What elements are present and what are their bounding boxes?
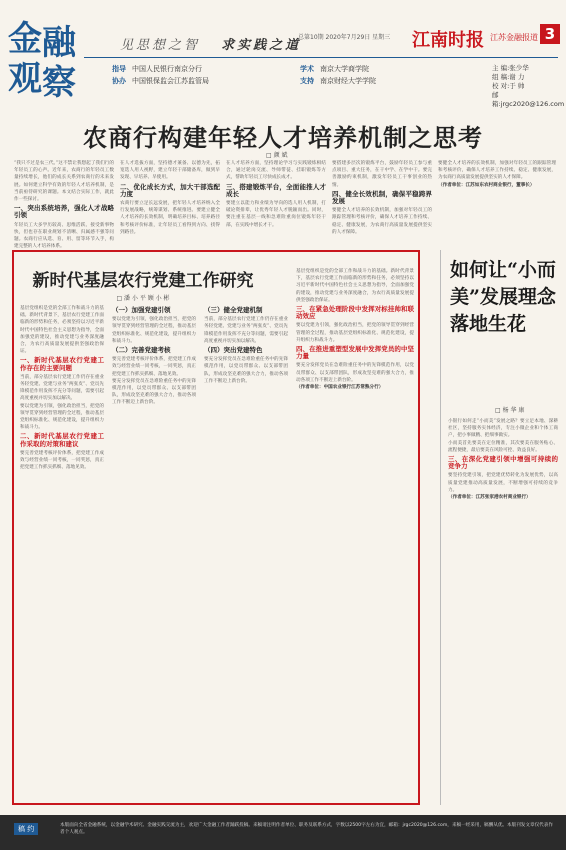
box-subheading: 二、新时代基层农行党建工作采取的对策和建议 bbox=[20, 432, 104, 448]
paper-subtitle: 江苏金融报道 bbox=[490, 33, 538, 42]
lead-column-4 bbox=[332, 160, 432, 246]
lead-byline: □ 颜 斌 bbox=[266, 152, 288, 159]
brand-char-4: 察 bbox=[42, 63, 76, 103]
box-subheading: （一）加强党建引领 bbox=[112, 306, 171, 314]
academic-value: 南京大学商学院 bbox=[320, 65, 369, 73]
lead-paragraph: 年轻员工大多学历较高、思维活跃、接受新事物快，但也存在职业规划不清晰、归属感不强等问题。农商行应从选、育、用、留等环节入手，构建完整的人才培养体系。 bbox=[14, 222, 114, 250]
box-column-1 bbox=[20, 305, 104, 799]
box-subheading: （二）完善党建考核 bbox=[112, 346, 171, 355]
editor-line: 组 稿:谢 力 bbox=[492, 73, 525, 81]
section-brand bbox=[8, 19, 78, 107]
support-value: 南京财经大学学院 bbox=[320, 77, 376, 85]
lead-paragraph: 农商行要立足长远发展，把年轻人才培养纳入全行发展战略，统筹谋划、系统推进。要建立健全人才培养的长效机制，明确培养目标、培养路径和考核评价标准，让年轻员工看得到方向、找得到路径。 bbox=[120, 201, 220, 235]
box-column-4 bbox=[296, 268, 414, 799]
footer-text: 本版面向全省金融系统，以金融学术研究、金融实践交流为主，欢迎广大金融工作者踊跃投稿。来稿请注明作者单位、职务及联系方式，字数以2500字左右为宜，邮箱：jrgc2020@126.com，来稿一经采用，稿酬从优。本版刊发文章仅代表作者个人观点。 bbox=[60, 823, 553, 835]
box-subheading: 三、在紧急处理阶段中发挥对标挂帅和联动效应 bbox=[296, 305, 414, 321]
box-column-3 bbox=[204, 305, 288, 799]
box-subheading: 一、新时代基层农行党建工作存在的主要问题 bbox=[20, 356, 104, 372]
box-paragraph: 要以党建为引领，强化政治担当，把党的领导贯穿到经营管理的全过程，推动基层党组织标准化、规范化建设，提升组织力和战斗力。 bbox=[112, 317, 196, 344]
org-assist bbox=[112, 76, 209, 87]
feature-byline: □ 杨 华 康 bbox=[495, 407, 525, 414]
lead-paragraph: 在人才选拔方面，坚持德才兼备、以德为先，拓宽选人用人视野，建立年轻干部储备库，做到早发现、早培养、早使用。 bbox=[120, 161, 220, 181]
guide-label: 指导 bbox=[112, 65, 126, 73]
brand-char-1: 金 bbox=[8, 19, 42, 59]
assist-value: 中国银保监会江苏监管局 bbox=[132, 77, 209, 85]
boxed-article-title: 新时代基层农行党建工作研究 bbox=[32, 271, 254, 291]
column-divider bbox=[440, 250, 441, 805]
org-academic bbox=[300, 64, 369, 75]
box-subheading: （四）突出党建特色 bbox=[204, 346, 263, 355]
lead-subheading: 一、突出系统培养，强化人才战略引领 bbox=[14, 204, 114, 220]
feature-title: 如何让“小而美”发展理念落地生花 bbox=[450, 259, 556, 335]
box-paragraph: 当前，部分基层农行党建工作仍存在重业务轻党建、党建与业务“两张皮”、党员先锋模范作用发挥不充分等问题，需要引起高度重视并切实加以解决。 bbox=[20, 374, 104, 402]
academic-label: 学术 bbox=[300, 65, 314, 73]
box-paragraph: 当前，部分基层农行党建工作仍存在重业务轻党建、党建与业务“两张皮”、党员先锋模范作用发挥不充分等问题，需要引起高度重视并切实加以解决。 bbox=[204, 317, 288, 344]
lead-paragraph: “我只不过是农三代。”这不禁让我想起了我们行的年轻员工的心声。近年来，农商行的年轻员工数量持续增长，他们的成长关系到农商行的未来发展。如何建立科学有效的年轻人才培养机制，是当前亟待研究的课题。本文结合实际工作，就此作一些探讨。 bbox=[14, 161, 114, 203]
box-footnote: （作者单位：中国农业银行江苏常熟分行） bbox=[296, 385, 384, 391]
box-subheading: （三）健全党建机制 bbox=[204, 306, 263, 314]
editor-line: 校 对:于 帅 bbox=[492, 82, 525, 90]
footer-label: 稿 约 bbox=[14, 823, 38, 835]
feature-paragraph: 小而美首先要美在定位精准，其次要美在服务贴心、流程便捷，最后要美在风险可控、效益良好。 bbox=[448, 440, 558, 453]
slogan-left: 见思想之智 bbox=[120, 38, 201, 53]
box-paragraph: 基层党组织是党的全部工作和战斗力的基础。新时代背景下，基层农行党建工作面临新的形势和任务，必须坚持以习近平新时代中国特色社会主义思想为指导，全面加强党的建设，推动党建与业务深度融合，为农行高质量发展提供坚强政治保证。 bbox=[20, 306, 104, 355]
box-paragraph: 要充分发挥党员在急难险重任务中的先锋模范作用，以党员带群众、以支部带团队，形成攻坚克难的强大合力，推动各项工作不断迈上新台阶。 bbox=[296, 363, 414, 383]
feature-footnote: （作者单位：江苏张家港农村商业银行） bbox=[448, 495, 531, 501]
box-column-2 bbox=[112, 305, 196, 799]
paper-logo: 江南时报 bbox=[412, 30, 484, 51]
lead-subheading: 二、优化成长方式，加大干部选配力度 bbox=[120, 182, 220, 198]
editor-line: 主 编:张少华 bbox=[492, 64, 529, 72]
issue-info: 总第10期 2020年7月29日 星期三 bbox=[298, 34, 391, 41]
box-paragraph: 要以党建为引领，强化政治担当，把党的领导贯穿到经营管理的全过程，推动基层党组织标准化、规范化建设，提升组织力和战斗力。 bbox=[296, 323, 414, 343]
lead-footnote: （作者单位：江苏如东农村商业银行，董事长） bbox=[438, 182, 535, 188]
guide-value: 中国人民银行南京分行 bbox=[132, 65, 202, 73]
brand-char-2: 融 bbox=[42, 23, 76, 63]
masthead-divider bbox=[84, 57, 558, 58]
lead-column-1 bbox=[14, 160, 114, 250]
lead-paragraph: 在人才培养方面，坚持理论学习与实践锻炼相结合，通过轮岗交流、导师带徒、挂职锻炼等方式，帮助年轻员工尽快成长成才。 bbox=[226, 161, 326, 181]
box-paragraph: 要完善党建考核评价体系，把党建工作成效与经营业绩一同考核，一同奖惩，真正把党建工作抓实抓细、落地见效。 bbox=[112, 357, 196, 377]
box-paragraph: 要充分发挥党员在急难险重任务中的先锋模范作用，以党员带群众、以支部带团队，形成攻坚克难的强大合力，推动各项工作不断迈上新台阶。 bbox=[204, 357, 288, 384]
slogan bbox=[120, 34, 301, 53]
lead-column-2 bbox=[120, 160, 220, 246]
lead-paragraph: 要建立以能力和业绩为导向的选人用人机制，打破论资排辈，让优秀年轻人才脱颖而出。同时，要注重在基层一线和急难险重岗位锻炼年轻干部，在实践中增长才干。 bbox=[226, 201, 326, 228]
page-number: 3 bbox=[540, 24, 560, 44]
slogan-right: 求实践之道 bbox=[221, 38, 302, 53]
lead-subheading: 四、健全长效机制，确保平稳跨界发展 bbox=[332, 189, 432, 206]
org-guide bbox=[112, 64, 202, 75]
lead-paragraph: 要健全人才培养的长效机制，加强对年轻员工的跟踪管理和考核评价，确保人才培养工作持续、稳定、健康发展，为农商行高质量发展提供坚实的人才保障。 bbox=[332, 208, 432, 235]
lead-headline: 农商行构建年轻人才培养机制之思考 bbox=[83, 123, 483, 152]
feature-column bbox=[448, 418, 558, 808]
support-label: 支持 bbox=[300, 77, 314, 85]
box-paragraph: 要充分发挥党员在急难险重任务中的先锋模范作用，以党员带群众、以支部带团队，形成攻坚克难的强大合力，推动各项工作不断迈上新台阶。 bbox=[112, 378, 196, 406]
editor-line: 邮 箱:jrgc2020@126.com bbox=[492, 91, 565, 108]
box-paragraph: 要以党建为引领，强化政治担当，把党的领导贯穿到经营管理的全过程，推动基层党组织标准化、规范化建设，提升组织力和战斗力。 bbox=[20, 403, 104, 431]
boxed-article-byline: □ 潘 小 平 顾 小 彬 bbox=[116, 295, 170, 302]
org-support bbox=[300, 76, 376, 87]
lead-subheading: 三、搭建锻炼平台，全面能推人才成长 bbox=[226, 182, 326, 198]
box-subheading: 四、在推进重塑型发展中发挥党员的中坚力量 bbox=[296, 345, 414, 361]
editor-info bbox=[492, 64, 566, 109]
lead-column-3 bbox=[226, 160, 326, 246]
assist-label: 协办 bbox=[112, 77, 126, 85]
lead-column-5 bbox=[438, 160, 556, 246]
box-paragraph: 要完善党建考核评价体系，把党建工作成效与经营业绩一同考核，一同奖惩，真正把党建工作抓实抓细、落地见效。 bbox=[20, 450, 104, 471]
feature-paragraph: 要坚持党建引领，把党建优势转化为发展优势，以高质量党建推动高质量发展，不断增强可持续的竞争力。 bbox=[448, 473, 558, 493]
feature-subheading: 三、在深化党建引领中增强可持续的竞争力 bbox=[448, 455, 558, 471]
box-paragraph: 基层党组织是党的全部工作和战斗力的基础。新时代背景下，基层农行党建工作面临新的形势和任务，必须坚持以习近平新时代中国特色社会主义思想为指导，全面加强党的建设，推动党建与业务深度融合，为农行高质量发展提供坚强政治保证。 bbox=[296, 269, 414, 303]
lead-paragraph: 要搭建多层次的锻炼平台，鼓励年轻员工参与重点项目、重大任务，在干中学、在学中干。要完善激励约束机制，激发年轻员工干事创业的热情。 bbox=[332, 161, 432, 188]
lead-paragraph: 要健全人才培养的长效机制，加强对年轻员工的跟踪管理和考核评价，确保人才培养工作持续、稳定、健康发展，为农商行高质量发展提供坚实的人才保障。 bbox=[438, 161, 556, 181]
brand-char-3: 观 bbox=[8, 59, 42, 99]
feature-paragraph: 小银行如何走“小而美”发展之路？要立足本地、深耕社区，坚持服务实体经济，专注小微企业和个体工商户，把小事做精、把细事做实。 bbox=[448, 419, 558, 439]
